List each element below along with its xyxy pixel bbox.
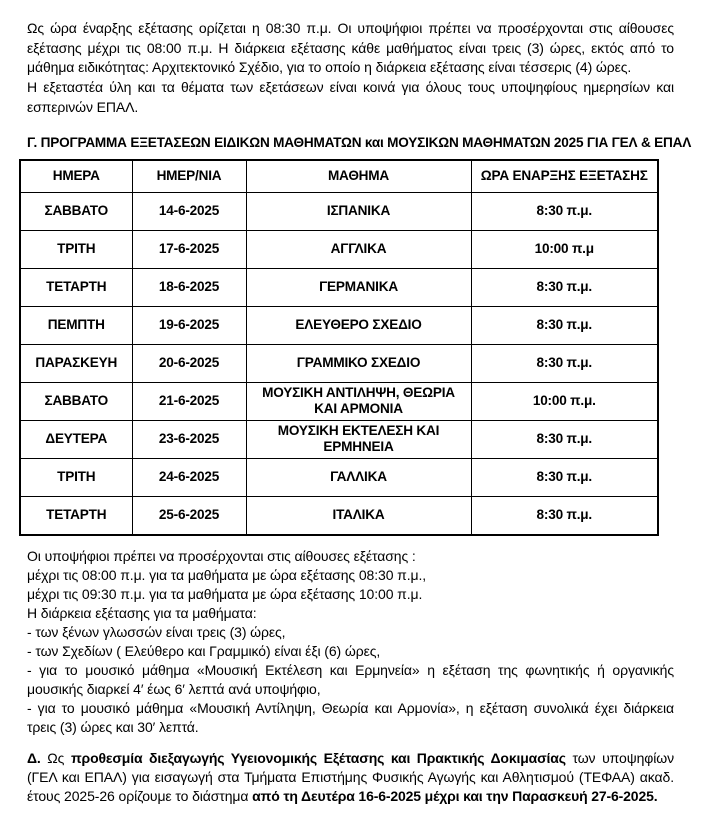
table-row (20, 496, 658, 535)
cell-date: 20-6-2025 (132, 344, 246, 382)
cell-day: ΠΑΡΑΣΚΕΥΗ (20, 344, 132, 382)
cell-subject: ΕΛΕΥΘΕΡΟ ΣΧΕΔΙΟ (246, 306, 471, 344)
cell-date: 19-6-2025 (132, 306, 246, 344)
cell-date: 25-6-2025 (132, 496, 246, 535)
table-header-day: ΗΜΕΡΑ (20, 160, 132, 193)
cell-date: 17-6-2025 (132, 230, 246, 268)
deadline-text-1: Ως (40, 749, 71, 766)
table-header-date: ΗΜΕΡ/ΝΙΑ (132, 160, 246, 193)
cell-time: 8:30 π.μ. (471, 458, 658, 496)
note-line: - των ξένων γλωσσών είναι τρεις (3) ώρες, (27, 623, 286, 640)
cell-date: 21-6-2025 (132, 382, 246, 420)
cell-day: ΠΕΜΠΤΗ (20, 306, 132, 344)
note-line: μέχρι τις 08:00 π.μ. για τα μαθήματα με ώρα εξέτασης 08:30 π.μ., (27, 566, 427, 583)
table-header-row (20, 160, 658, 193)
note-line: - για το μουσικό μάθημα «Μουσική Αντίληψη, Θεωρία και Αρμονία», η εξέταση συνολικά έχει διάρκεια τρεις (3) ώρες και 30′ λεπτά. (27, 699, 674, 735)
deadline-bold-1: προθεσμία διεξαγωγής Υγειονομικής Εξέτασης και Πρακτικής Δοκιμασίας (70, 749, 566, 766)
cell-day: ΤΡΙΤΗ (20, 230, 132, 268)
cell-time: 8:30 π.μ. (471, 344, 658, 382)
cell-day: ΣΑΒΒΑΤΟ (20, 192, 132, 230)
cell-subject: ΓΑΛΛΙΚΑ (246, 458, 471, 496)
cell-time: 8:30 π.μ. (471, 420, 658, 458)
cell-time: 10:00 π.μ (471, 230, 658, 268)
exam-schedule-table (19, 159, 659, 536)
table-row (20, 230, 658, 268)
deadline-text-2: των υποψηφίων (ΓΕΛ και ΕΠΑΛ) για εισαγωγή στα Τμήματα Επιστήμης Φυσικής Αγωγής και Αθλητισμού (ΤΕΦΑΑ) ακαδ. έτους 2025-26 ορίζουμε το διάστημα (27, 749, 674, 804)
table-row (20, 192, 658, 230)
table-row (20, 344, 658, 382)
note-line: - για το μουσικό μάθημα «Μουσική Εκτέλεση και Ερμηνεία» η εξέταση της φωνητικής ή οργανικής μουσικής διαρκεί 4′ έως 6′ λεπτά ανά υποψήφιο, (27, 661, 674, 697)
notes-section (27, 547, 674, 737)
note-line: Η διάρκεια εξέτασης για τα μαθήματα: (27, 604, 257, 621)
table-row (20, 268, 658, 306)
cell-date: 24-6-2025 (132, 458, 246, 496)
cell-subject: ΙΣΠΑΝΙΚΑ (246, 192, 471, 230)
cell-subject: ΓΡΑΜΜΙΚΟ ΣΧΕΔΙΟ (246, 344, 471, 382)
cell-time: 10:00 π.μ. (471, 382, 658, 420)
deadline-bold-2: από τη Δευτέρα 16-6-2025 μέχρι και την Παρασκευή 27-6-2025. (252, 787, 658, 804)
table-row (20, 420, 658, 458)
cell-day: ΣΑΒΒΑΤΟ (20, 382, 132, 420)
deadline-label: Δ. (27, 749, 41, 766)
cell-subject: ΓΕΡΜΑΝΙΚΑ (246, 268, 471, 306)
cell-day: ΤΕΤΑΡΤΗ (20, 268, 132, 306)
table-row (20, 306, 658, 344)
cell-date: 18-6-2025 (132, 268, 246, 306)
cell-subject: ΑΓΓΛΙΚΑ (246, 230, 471, 268)
intro-paragraph-2: Η εξεταστέα ύλη και τα θέματα των εξετάσεων είναι κοινά για όλους τους υποψηφίους ημερησίων και εσπερινών ΕΠΑΛ. (27, 79, 674, 115)
cell-time: 8:30 π.μ. (471, 496, 658, 535)
deadline-paragraph (27, 749, 674, 806)
note-line: Οι υποψήφιοι πρέπει να προσέρχονται στις αίθουσες εξέτασης : (27, 547, 416, 564)
cell-subject: ΙΤΑΛΙΚΑ (246, 496, 471, 535)
table-header-subject: ΜΑΘΗΜΑ (246, 160, 471, 193)
cell-time: 8:30 π.μ. (471, 306, 658, 344)
note-line: - των Σχεδίων ( Ελεύθερο και Γραμμικό) είναι έξι (6) ώρες, (27, 642, 381, 659)
section-heading: Γ. ΠΡΟΓΡΑΜΜΑ ΕΞΕΤΑΣΕΩΝ ΕΙΔΙΚΩΝ ΜΑΘΗΜΑΤΩΝ και ΜΟΥΣΙΚΩΝ ΜΑΘΗΜΑΤΩΝ 2025 ΓΙΑ ΓΕΛ & ΕΠΑΛ (27, 134, 692, 150)
cell-time: 8:30 π.μ. (471, 192, 658, 230)
table-row (20, 458, 658, 496)
cell-date: 23-6-2025 (132, 420, 246, 458)
cell-subject: ΜΟΥΣΙΚΗ ΕΚΤΕΛΕΣΗ ΚΑΙ ΕΡΜΗΝΕΙΑ (246, 420, 471, 458)
cell-day: ΤΡΙΤΗ (20, 458, 132, 496)
cell-day: ΔΕΥΤΕΡΑ (20, 420, 132, 458)
table-row (20, 382, 658, 420)
table-header-start-time: ΩΡΑ ΕΝΑΡΞΗΣ ΕΞΕΤΑΣΗΣ (471, 160, 658, 193)
cell-subject: ΜΟΥΣΙΚΗ ΑΝΤΙΛΗΨΗ, ΘΕΩΡΙΑ ΚΑΙ ΑΡΜΟΝΙΑ (246, 382, 471, 420)
cell-day: ΤΕΤΑΡΤΗ (20, 496, 132, 535)
cell-time: 8:30 π.μ. (471, 268, 658, 306)
intro-paragraph-1: Ως ώρα έναρξης εξέτασης ορίζεται η 08:30 π.μ. Οι υποψήφιοι πρέπει να προσέρχονται στις αίθουσες εξέτασης μέχρι τις 08:00 π.μ. Η διάρκεια εξέτασης κάθε μαθήματος είναι τρεις (3) ώρες, εκτός από το μάθημα ειδικότητας: Αρχιτεκτονικό Σχέδιο, για το οποίο η διάρκεια εξέτασης είναι τέσσερις (4) ώρες. (27, 20, 674, 76)
note-line: μέχρι τις 09:30 π.μ. για τα μαθήματα με ώρα εξέτασης 10:00 π.μ. (27, 585, 423, 602)
cell-date: 14-6-2025 (132, 192, 246, 230)
intro-section (27, 19, 674, 118)
